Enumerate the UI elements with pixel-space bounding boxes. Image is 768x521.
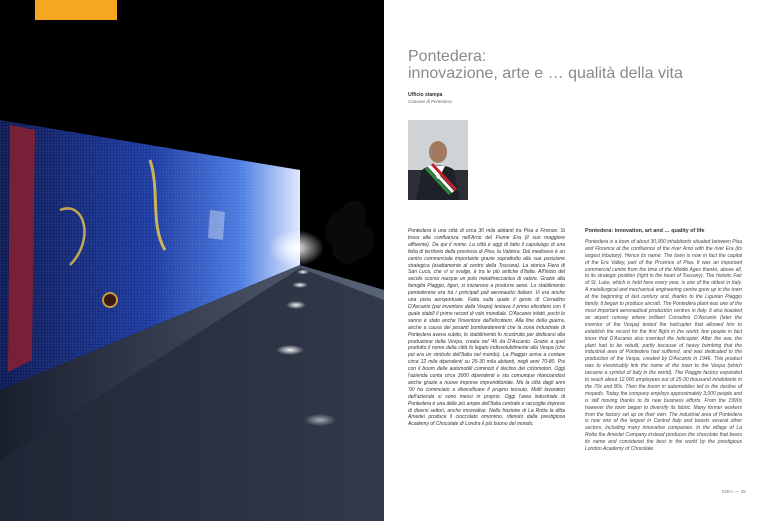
byline xyxy=(408,92,452,105)
mayor-portrait-photo-icon xyxy=(408,120,468,200)
section-tab xyxy=(35,0,117,20)
english-article xyxy=(585,228,742,453)
title-line-1: Pontedera: xyxy=(408,48,487,65)
italian-article-text: Pontedera è una città di circa 30 mila abitanti tra Pisa e Firenze. Si trova alla confluenza nell'Arno del Fiume Era (il suo maggiore affluente). Da qui il nome. La città è oggi di fatto il capoluogo di una fetta di territorio della provincia di Pisa, la Valdera. Dal medioevo è un centro commerciale importante grazie soprattutto alla sua posizione strategica (esattamente al centro della Toscana). La storica Fiera di San Luca, che vi si svolge, è tra le più antiche d'Italia. All'inizio del secolo scorso nacque un polo metalmeccanico di valore. Grazie alla famiglia Piaggio, liguri, si iniziarono a produrre aerei. Lo stabilimento pontederese era tra i principali poli aeronautici italiani. Vi era anche una pista aeroportuale. Fatta sulla quale il genio di Corradino D'Ascanio (poi inventore della Vespa) testava il primo elicottero con il quale stabilì il primo record di volo mondiale. D'Ascanio infatti, pochi lo sanno è stato anche l'inventore dell'elicottero. Alla fine della guerra, anche a causa dei pesanti bombardamenti che la zona industriale di Pontedera aveva subito, lo stabilimento fu ricostruito per dedicarsi alla produzione della Vespa, creata nel '46 da D'Ascanio. Grazie a quel prodotto il nome della città fu legato indissolubilmente alla Vespa (che poi era un simbolo dell'Italia nel mondo). La Piaggio arriva a contare circa 12 mila dipendenti su 25-30 mila abitanti, negli anni 70-80. Poi con il boom delle automobili cominciò il declino dei ciclomotori. Oggi l'azienda conta circa 3000 dipendenti e sta comunque rilanciandosi anche grazie a nuove imprese imprenditoriale. Ma la città dagli anni '90 ha cominciato a diversificare il proprio tessuto. Molti lavoratori dell'azienda si sono messi in proprio. Oggi l'area industriale di Pontedera è una delle più ampie dell'Italia centrale e raccoglie imprese di diversi settori, anche innovative. Nello frazione di La Rotta la ditta Amedei produce il cioccolato omonimo, ritenuto dalla prestigiosa Academy of Chocolate di Londra il più buono del mondo. xyxy=(408,228,565,428)
english-article-text: Pontedera is a town of about 30,000 inhabitants situated between Pisa and Florence at the confluence of the river Arno with the river Era (its largest tributary). Hence its name. The town is now in fact the capital of the Era Valley, part of the Province of Pisa. It was an important commercial centre from the time of the Middle Ages thanks, above all, to its strategic position (right in the heart of Tuscany). The historic Fair of St. Luke, which is held here every year, is one of the oldest in Italy. A metallurgical and mechanical engineering centre grew up in the town at the beginning of last century and, thanks to the Ligurian Piaggio family, it began to produce aircraft. The Pontedera plant was one of the most important aeronautical production centres in Italy. It also boasted an airport runway where brilliant Corradino D'Ascanio (later the inventor of the Vespa) tested the helicopter that allowed him to establish the record for the first flight in the world; few people in fact know that D'Ascanio also invented the helicopter. After the war, the plant had to be rebuilt, partly because of heavy bombing that the industrial area of Pontedera had suffered, and was dedicated to the production of the Vespa, created by D'Ascanio in 1946. This product was to inextricably link the name of the town to the Vespa (which became a symbol of Italy in the world). The Piaggio factory expanded to reach about 12,000 employees out of 25-30 thousand inhabitants in the 70s and 80s. Then the boom in automobiles led to the decline of mopeds. Today the company employs approximately 3,000 people and is still moving thanks to its new business efforts. From the 1990s however the town began to diversify its fabric. Many former workers from the factory set up on their own. The industrial area of Pontedera is now one of the largest in Central Italy and boasts several other sectors, including many innovative companies. In the village of La Rotta the Amedei Company instead produces the chocolate that bears its name and considered the best in the world by the prestigious London Academy of Chocolate. xyxy=(585,238,742,453)
english-heading: Pontedera: innovation, art and … quality of life xyxy=(585,228,705,234)
article-title xyxy=(408,48,683,82)
title-line-2: innovazione, arte e … qualità della vita xyxy=(408,65,683,82)
right-page xyxy=(384,0,768,521)
author: Ufficio stampa xyxy=(408,92,443,98)
affiliation: Comune di Pontedera xyxy=(408,99,452,104)
page-footer: IDEA — 35 xyxy=(721,489,746,494)
mayor-portrait xyxy=(408,120,468,200)
